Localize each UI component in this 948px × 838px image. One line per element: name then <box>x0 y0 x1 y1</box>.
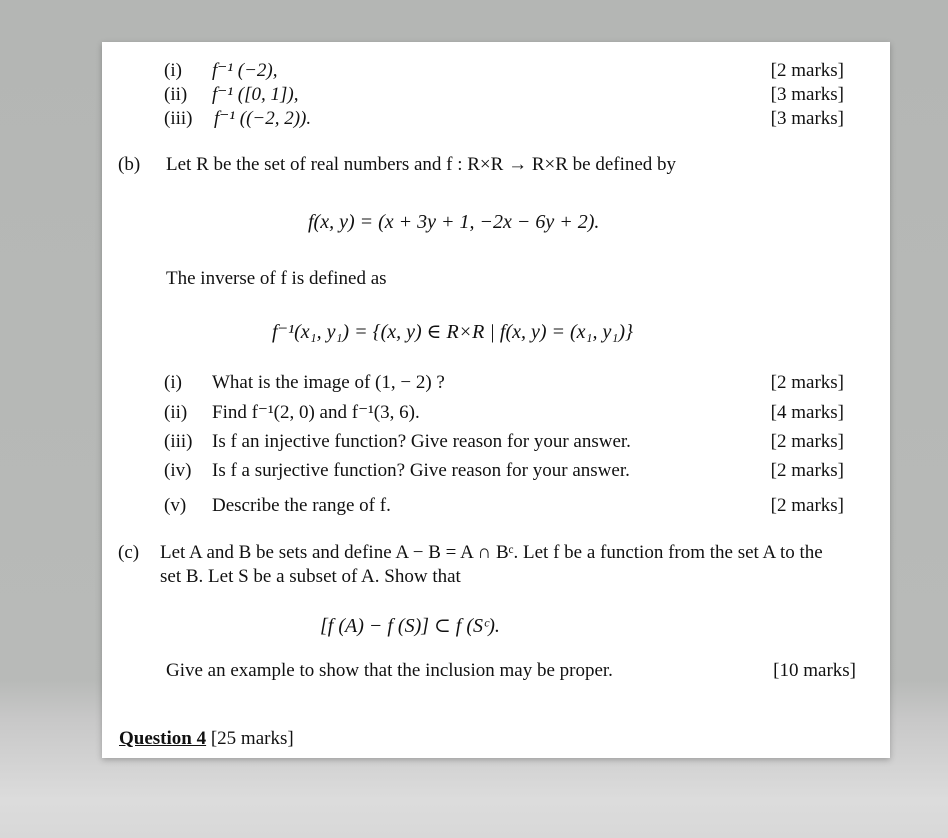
a-item-1-num: (i) <box>164 60 182 81</box>
c-label: (c) <box>118 542 140 563</box>
b-item-2-num: (ii) <box>164 402 188 423</box>
question-4-title: Question 4 <box>119 728 207 749</box>
a-item-2-marks: [3 marks] <box>770 84 844 105</box>
b-label: (b) <box>118 154 141 175</box>
c-line-1: Let A and B be sets and define A − B = A ∩ Bᶜ. Let f be a function from the set A to the <box>160 542 823 563</box>
question-4-marks: [25 marks] <box>210 728 294 749</box>
b-item-1-num: (i) <box>164 372 182 393</box>
b-item-4-num: (iv) <box>164 460 192 481</box>
b-item-5-text: Describe the range of f. <box>212 495 391 516</box>
b-inverse-definition: f⁻¹(x₁, y₁) = {(x, y) ∈ R×R | f(x, y) = (x₁, y₁)} <box>272 321 633 343</box>
a-item-1-text: f⁻¹ (−2), <box>212 60 278 81</box>
exam-page <box>102 42 890 758</box>
b-item-1-text: What is the image of (1, − 2) ? <box>212 372 445 393</box>
b-item-5-marks: [2 marks] <box>770 495 844 516</box>
b-item-5-num: (v) <box>164 495 187 516</box>
c-marks: [10 marks] <box>773 660 856 681</box>
b-item-1-marks: [2 marks] <box>770 372 844 393</box>
c-line-2: set B. Let S be a subset of A. Show that <box>160 566 461 587</box>
b-item-3-num: (iii) <box>164 431 193 452</box>
b-item-2-text: Find f⁻¹(2, 0) and f⁻¹(3, 6). <box>212 402 420 423</box>
c-example: Give an example to show that the inclusion may be proper. <box>166 660 613 681</box>
b-intro: Let R be the set of real numbers and f : R×R → R×R be defined by <box>166 154 677 175</box>
b-inverse-intro: The inverse of f is defined as <box>166 268 387 289</box>
a-item-2-num: (ii) <box>164 84 188 105</box>
b-item-3-marks: [2 marks] <box>770 431 844 452</box>
a-item-3-num: (iii) <box>164 108 193 129</box>
question-4-heading <box>119 728 294 750</box>
b-item-4-text: Is f a surjective function? Give reason for your answer. <box>212 460 630 481</box>
a-item-3-text: f⁻¹ ((−2, 2)). <box>214 108 312 129</box>
b-item-3-text: Is f an injective function? Give reason for your answer. <box>212 431 631 452</box>
a-item-3-marks: [3 marks] <box>770 108 844 129</box>
b-item-2-marks: [4 marks] <box>770 402 844 423</box>
b-function-definition: f(x, y) = (x + 3y + 1, −2x − 6y + 2). <box>308 211 600 233</box>
a-item-2-text: f⁻¹ ([0, 1]), <box>212 84 299 105</box>
a-item-1-marks: [2 marks] <box>770 60 844 81</box>
b-item-4-marks: [2 marks] <box>770 460 844 481</box>
c-equation: [f (A) − f (S)] ⊂ f (Sᶜ). <box>320 615 500 637</box>
